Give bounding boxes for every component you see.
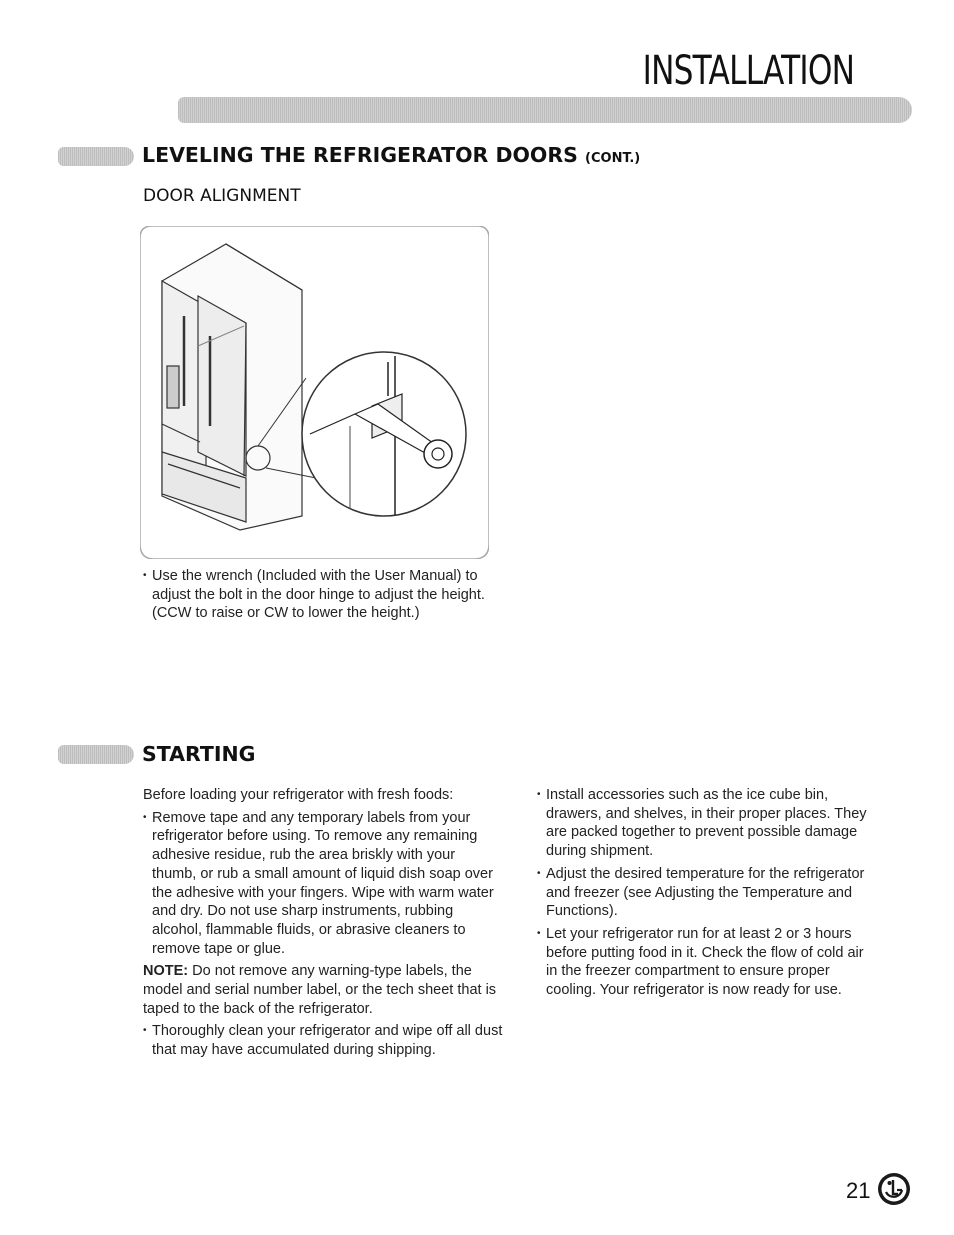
section-title-starting: STARTING	[142, 742, 256, 766]
page-header-title: INSTALLATION	[642, 48, 854, 94]
refrigerator-icon	[162, 244, 302, 530]
section-title-text: LEVELING THE REFRIGERATOR DOORS	[142, 143, 578, 167]
bullet-wrench-instruction: • Use the wrench (Included with the User Manual) to adjust the bolt in the door hinge to adjust the height. (CCW to raise or CW to lower the height.)	[143, 567, 493, 623]
bullet-temperature: • Adjust the desired temperature for the refrigerator and freezer (see Adjusting the Temperature and Functions).	[537, 865, 877, 921]
lg-logo-icon	[877, 1172, 911, 1206]
door-alignment-instructions	[143, 563, 493, 623]
bullet-clean: • Thoroughly clean your refrigerator and wipe off all dust that may have accumulated during shipping.	[143, 1022, 503, 1059]
subsection-title-door-alignment: DOOR ALIGNMENT	[143, 186, 301, 206]
header-bar	[178, 97, 912, 123]
section-marker	[58, 147, 134, 166]
bullet-accessories: • Install accessories such as the ice cube bin, drawers, and shelves, in their proper places. They are packed together to prevent possible damage during shipment.	[537, 786, 877, 861]
bullet-run-refrigerator: • Let your refrigerator run for at least 2 or 3 hours before putting food in it. Check the flow of cold air in the freezer compartment to ensure proper cooling. Your refrigerator is now ready for use.	[537, 925, 877, 1000]
bullet-remove-tape: • Remove tape and any temporary labels from your refrigerator before using. To remove any remaining adhesive residue, rub the area briskly with your thumb, or rub a small amount of liquid dish soap over the adhesive with your fingers. Wipe with warm water and dry. Do not use sharp instruments, rubbing alcohol, flammable fluids, or abrasive cleaners to remove tape or glue.	[143, 809, 503, 959]
section-marker	[58, 745, 134, 764]
note-text: Do not remove any warning-type labels, the model and serial number label, or the tech sheet that is taped to the back of the refrigerator.	[143, 963, 497, 1017]
starting-column-left	[143, 782, 503, 1060]
starting-intro: Before loading your refrigerator with fresh foods:	[143, 787, 454, 803]
section-title-suffix: (CONT.)	[585, 151, 641, 166]
page-number: 21	[846, 1178, 871, 1203]
note-paragraph	[143, 962, 503, 1018]
door-alignment-illustration	[140, 226, 489, 559]
section-title-leveling	[142, 143, 640, 167]
starting-column-right	[537, 782, 877, 1000]
note-label: NOTE:	[143, 963, 189, 980]
